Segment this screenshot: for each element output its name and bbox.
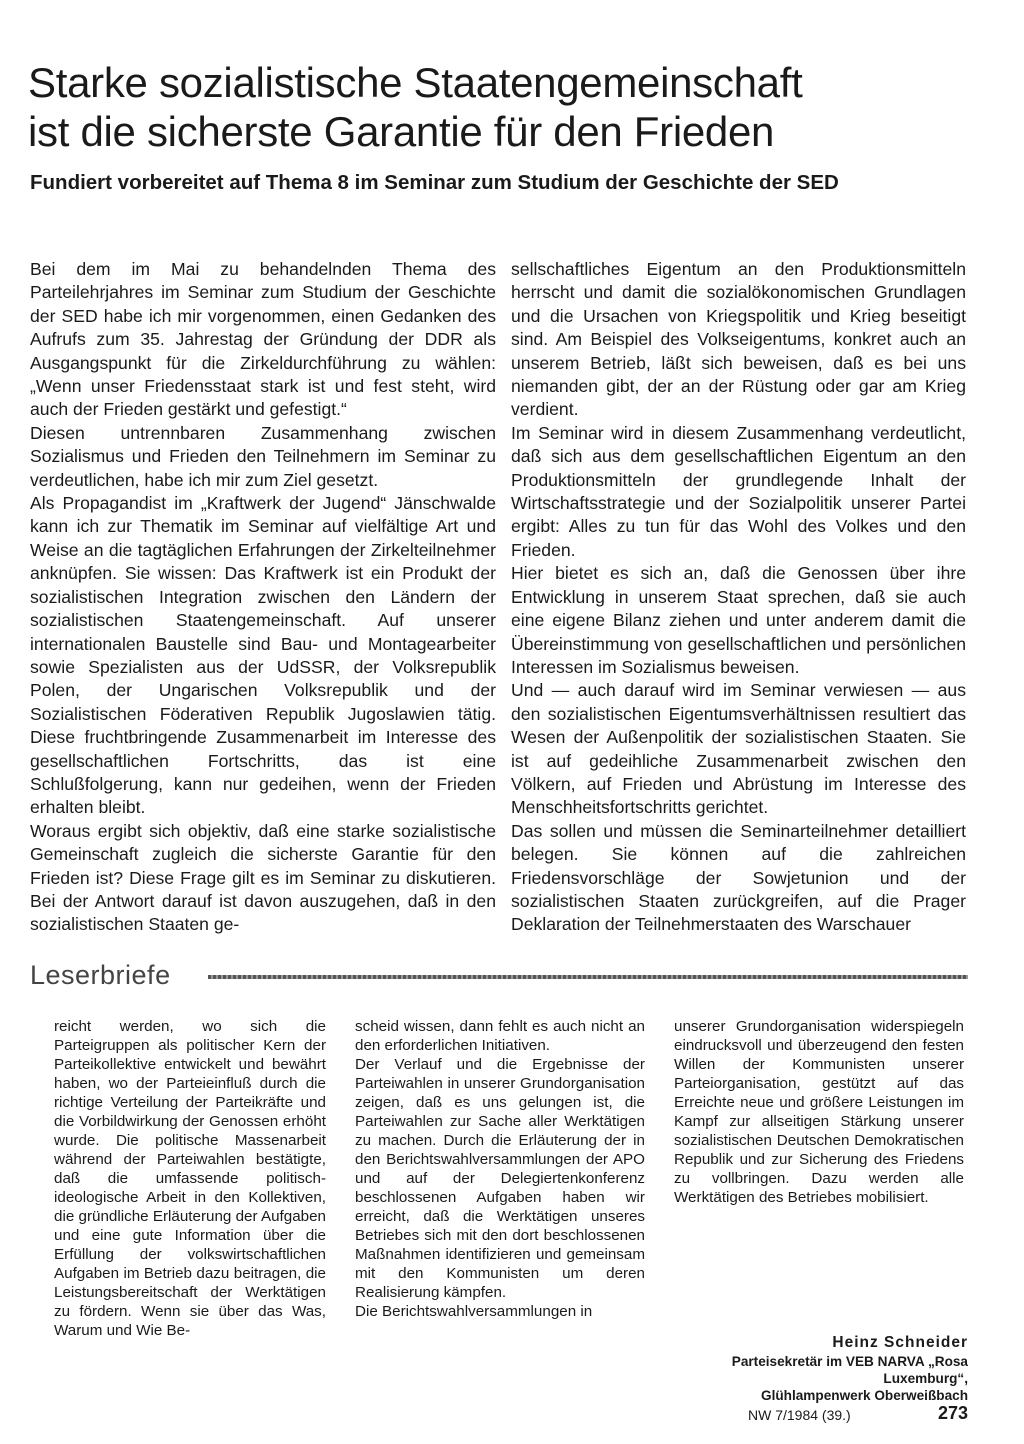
- author-role-line-1: Parteisekretär im VEB NARVA „Rosa: [731, 1354, 968, 1369]
- article-paragraph: Diesen untrennbaren Zusammenhang zwischen Sozialismus und Frieden den Teilnehmern im Seminar zu verdeutlichen, habe ich mir zum Ziel gesetzt.: [30, 422, 496, 490]
- letter-paragraph: scheid wissen, dann fehlt es auch nicht an den erforderlichen Initiativen.: [355, 1018, 645, 1054]
- letters-section-header: [30, 958, 968, 992]
- letter-paragraph: unserer Grundorganisation widerspiegeln eindrucksvoll und überzeugend den festen Willen der Kommunisten unserer Parteiorganisation, gestützt auf das Erreichte neue und größere Leistungen im Kampf zur allseitigen Stärkung unserer sozialistischen Deutschen Demokratischen Republik und zur Sicherung des Friedens zu vollbringen. Dazu werden alle Werktätigen des Betriebes mobilisiert.: [674, 1018, 964, 1206]
- article-subtitle: Fundiert vorbereitet auf Thema 8 im Seminar zum Studium der Geschichte der SED: [30, 171, 839, 194]
- headline-line-1: Starke sozialistische Staatengemeinschaft: [28, 59, 803, 106]
- article-paragraph: sellschaftliches Eigentum an den Produktionsmitteln herrscht und damit die sozialökonomischen Grundlagen und die Ursachen von Kriegspolitik und Krieg beseitigt sind. Am Beispiel des Volkseigentums, konkret auch an unserem Betrieb, läßt sich beweisen, daß es bei uns niemanden gibt, der an der Rüstung oder gar am Krieg verdient.: [511, 259, 966, 420]
- article-paragraph: Bei dem im Mai zu behandelnden Thema des Parteilehrjahres im Seminar zum Studium der Geschichte der SED habe ich mir vorgenommen, einen Gedanken des Aufrufs zum 35. Jahrestag der Gründung der DDR als Ausgangspunkt für die Zirkeldurchführung zu wählen: „Wenn unser Friedensstaat stark ist und fest steht, wird auch der Frieden gestärkt und gefestigt.“: [30, 259, 496, 420]
- letters-column-1: [54, 1017, 326, 1340]
- issue-reference: NW 7/1984 (39.): [748, 1407, 851, 1423]
- section-divider: [208, 975, 968, 979]
- article-paragraph: Hier bietet es sich an, daß die Genossen über ihre Entwicklung in unserem Staat sprechen, daß sie auch eine eigene Bilanz ziehen und unter anderem damit die Übereinstimmung von gesellschaftlichen und persönlichen Interessen im Sozialismus beweisen.: [511, 563, 966, 677]
- letter-paragraph: Der Verlauf und die Ergebnisse der Parteiwahlen in unserer Grundorganisation zeigen, daß es uns gelungen ist, die Parteiwahlen zur Sache aller Werktätigen zu machen. Durch die Erläuterung der in den Berichtswahlversammlungen der APO und auf der Delegiertenkonferenz beschlossenen Aufgaben haben wir erreicht, daß die Werktätigen unseres Betriebes sich mit den dort beschlossenen Maßnahmen identifizieren und gemeinsam mit den Kommunisten um deren Realisierung kämpfen.: [355, 1056, 645, 1301]
- letters-column-3: [674, 1017, 964, 1207]
- article-column-right: [511, 258, 966, 937]
- letter-signature: [700, 1333, 968, 1404]
- article-paragraph: Und — auch darauf wird im Seminar verwiesen — aus den sozialistischen Eigentumsverhältnissen resultiert das Wesen der Außenpolitik der sozialistischen Staaten. Sie ist auf gedeihliche Zusammenarbeit zwischen den Völkern, auf Frieden und Abrüstung im Interesse des Menschheitsfortschritts gerichtet.: [511, 680, 966, 818]
- article-paragraph: Als Propagandist im „Kraftwerk der Jugend“ Jänschwalde kann ich zur Thematik im Seminar auf vielfältige Art und Weise an die tagtäglichen Erfahrungen der Zirkelteilnehmer anknüpfen. Sie wissen: Das Kraftwerk ist ein Produkt der sozialistischen Integration zwischen den Ländern der sozialistischen Staatengemeinschaft. Auf unserer internationalen Baustelle sind Bau- und Montagearbeiter sowie Spezialisten aus der UdSSR, der Volksrepublik Polen, der Ungarischen Volksrepublik und der Sozialistischen Föderativen Republik Jugoslawien tätig. Diese fruchtbringende Zusammenarbeit im Interesse des gesellschaftlichen Fortschritts, das ist eine Schlußfolgerung, kann nur gedeihen, wenn der Frieden erhalten bleibt.: [30, 493, 496, 818]
- article-paragraph: Im Seminar wird in diesem Zusammenhang verdeutlicht, daß sich aus dem gesellschaftlichen Eigentum an den Produktionsmitteln der grundlegende Inhalt der Wirtschaftsstrategie und der Sozialpolitik unserer Partei ergibt: Alles zu tun für das Wohl des Volkes und den Frieden.: [511, 422, 966, 560]
- headline-line-2: ist die sicherste Garantie für den Frieden: [28, 108, 775, 155]
- author-name: Heinz Schneider: [832, 1334, 968, 1351]
- article-paragraph: Das sollen und müssen die Seminarteilnehmer detailliert belegen. Sie können auf die zahlreichen Friedensvorschläge der Sowjetunion und der sozialistischen Staaten zurückgreifen, auf die Prager Deklaration der Teilnehmerstaaten des Warschauer: [511, 820, 966, 935]
- author-role-line-3: Glühlampenwerk Oberweißbach: [761, 1388, 968, 1403]
- article-paragraph: Woraus ergibt sich objektiv, daß eine starke sozialistische Gemeinschaft zugleich die sicherste Garantie für den Frieden ist? Diese Frage gilt es im Seminar zu diskutieren. Bei der Antwort darauf ist davon auszugehen, daß in den sozialistischen Staaten ge-: [30, 820, 496, 935]
- letters-section-title: Leserbriefe: [30, 960, 171, 990]
- author-role-line-2: Luxemburg“,: [883, 1371, 968, 1386]
- article-headline: [28, 58, 988, 156]
- letter-paragraph: reicht werden, wo sich die Parteigruppen als politischer Kern der Parteikollektive entwickelt und bewährt haben, wo der Parteieinfluß durch die richtige Verteilung der Parteikräfte und die Vorbildwirkung der Genossen erhöht wurde. Die politische Massenarbeit während der Parteiwahlen bestätigte, daß die umfassende politisch-ideologische Arbeit in den Kollektiven, die gründliche Erläuterung der Aufgaben und eine gute Information über die Erfüllung der volkswirtschaftlichen Aufgaben im Betrieb dazu beitragen, die Leistungsbereitschaft der Werktätigen zu fördern. Wenn sie über das Was, Warum und Wie Be-: [54, 1018, 326, 1339]
- page-number: 273: [938, 1403, 969, 1423]
- letter-paragraph: Die Berichtswahlversammlungen in: [355, 1303, 593, 1320]
- article-column-left: [30, 258, 496, 937]
- letters-column-2: [355, 1017, 645, 1321]
